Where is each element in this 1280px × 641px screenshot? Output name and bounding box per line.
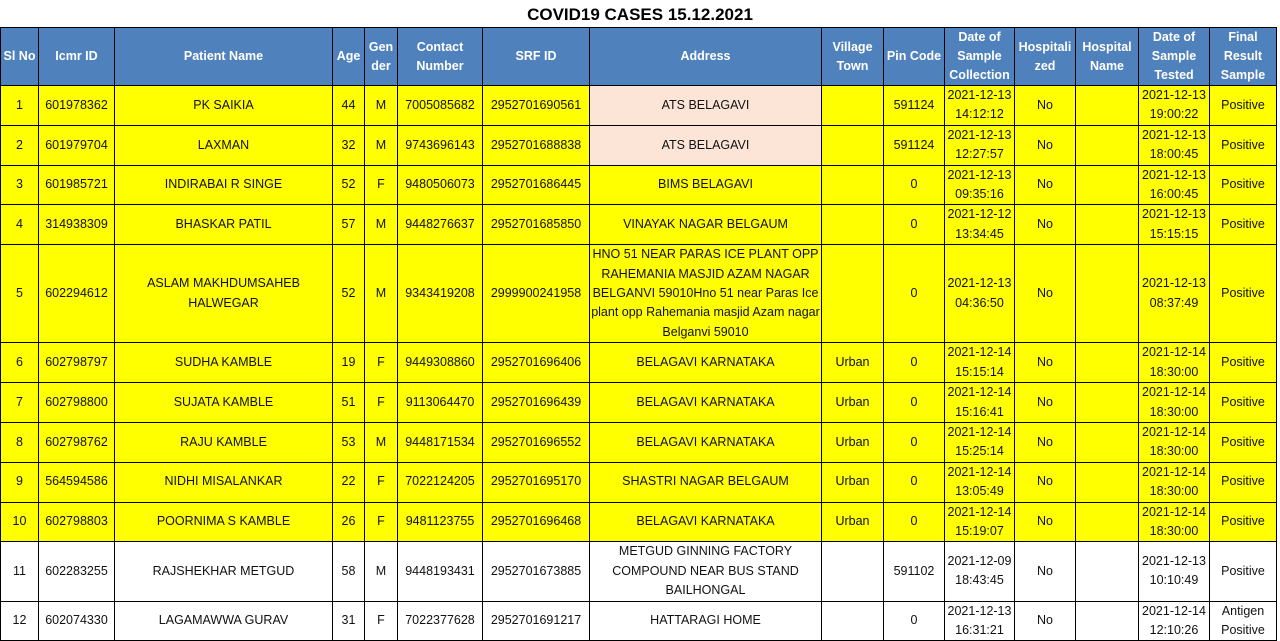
cell-address: METGUD GINNING FACTORY COMPOUND NEAR BUS STAND BAILHONGAL [590, 542, 822, 601]
cell-date-collected: 2021-12-09 18:43:45 [945, 542, 1015, 601]
cell-age: 19 [333, 343, 365, 383]
cell-date-collected: 2021-12-14 15:15:14 [945, 343, 1015, 383]
cell-date-tested: 2021-12-14 18:30:00 [1139, 343, 1210, 383]
cell-icmr-id: 601978362 [39, 86, 115, 126]
cell-village [822, 205, 884, 245]
cell-hospitalized: No [1015, 125, 1076, 165]
cell-age: 51 [333, 383, 365, 423]
cell-date-tested: 2021-12-14 18:30:00 [1139, 383, 1210, 423]
cell-date-tested: 2021-12-14 12:10:26 [1139, 601, 1210, 641]
table-row [1, 601, 1277, 641]
cell-date-tested: 2021-12-13 08:37:49 [1139, 245, 1210, 343]
cell-pin: 0 [884, 165, 945, 205]
cell-gender: M [365, 205, 398, 245]
cell-sl-no: 10 [1, 502, 39, 542]
cell-result: Antigen Positive [1210, 601, 1277, 641]
cell-patient-name: NIDHI MISALANKAR [115, 462, 333, 502]
cell-hospitalized: No [1015, 422, 1076, 462]
cell-srf-id: 2952701690561 [483, 86, 590, 126]
cell-result: Positive [1210, 343, 1277, 383]
cell-date-tested: 2021-12-13 19:00:22 [1139, 86, 1210, 126]
cell-patient-name: LAGAMAWWA GURAV [115, 601, 333, 641]
cell-date-collected: 2021-12-13 16:31:21 [945, 601, 1015, 641]
cell-srf-id: 2952701688838 [483, 125, 590, 165]
cell-address: VINAYAK NAGAR BELGAUM [590, 205, 822, 245]
cell-pin: 0 [884, 601, 945, 641]
cell-icmr-id: 602798797 [39, 343, 115, 383]
cell-sl-no: 1 [1, 86, 39, 126]
table-row [1, 245, 1277, 343]
covid-cases-table [0, 27, 1277, 641]
cell-srf-id: 2952701696439 [483, 383, 590, 423]
cell-village [822, 601, 884, 641]
cell-address: BELAGAVI KARNATAKA [590, 422, 822, 462]
cell-sl-no: 11 [1, 542, 39, 601]
cell-date-tested: 2021-12-13 10:10:49 [1139, 542, 1210, 601]
cell-patient-name: RAJSHEKHAR METGUD [115, 542, 333, 601]
cell-result: Positive [1210, 86, 1277, 126]
cell-date-collected: 2021-12-14 15:19:07 [945, 502, 1015, 542]
cell-hospital-name [1076, 502, 1139, 542]
cell-hospitalized: No [1015, 542, 1076, 601]
cell-gender: F [365, 462, 398, 502]
cell-age: 22 [333, 462, 365, 502]
col-header-age: Age [333, 28, 365, 86]
cell-pin: 0 [884, 343, 945, 383]
cell-pin: 0 [884, 502, 945, 542]
cell-date-collected: 2021-12-14 13:05:49 [945, 462, 1015, 502]
col-header-patient-name: Patient Name [115, 28, 333, 86]
cell-village [822, 86, 884, 126]
cell-gender: F [365, 502, 398, 542]
cell-icmr-id: 602074330 [39, 601, 115, 641]
cell-date-collected: 2021-12-12 13:34:45 [945, 205, 1015, 245]
table-row [1, 422, 1277, 462]
cell-gender: F [365, 383, 398, 423]
cell-gender: F [365, 601, 398, 641]
cell-hospitalized: No [1015, 343, 1076, 383]
cell-date-collected: 2021-12-13 12:27:57 [945, 125, 1015, 165]
cell-age: 44 [333, 86, 365, 126]
table-row [1, 502, 1277, 542]
cell-address: BELAGAVI KARNATAKA [590, 383, 822, 423]
cell-gender: M [365, 542, 398, 601]
cell-patient-name: SUJATA KAMBLE [115, 383, 333, 423]
col-header-sl-no: Sl No [1, 28, 39, 86]
cell-hospitalized: No [1015, 462, 1076, 502]
cell-pin: 591124 [884, 86, 945, 126]
col-header-icmr-id: Icmr ID [39, 28, 115, 86]
cell-contact: 7005085682 [398, 86, 483, 126]
cell-gender: F [365, 165, 398, 205]
sheet-title: COVID19 CASES 15.12.2021 [527, 5, 753, 24]
cell-result: Positive [1210, 125, 1277, 165]
cell-hospital-name [1076, 383, 1139, 423]
cell-icmr-id: 602798803 [39, 502, 115, 542]
cell-contact: 7022124205 [398, 462, 483, 502]
cell-hospital-name [1076, 462, 1139, 502]
cell-sl-no: 4 [1, 205, 39, 245]
cell-hospitalized: No [1015, 86, 1076, 126]
cell-address: ATS BELAGAVI [590, 125, 822, 165]
cell-village: Urban [822, 343, 884, 383]
cell-srf-id: 2952701686445 [483, 165, 590, 205]
cell-result: Positive [1210, 462, 1277, 502]
cell-date-tested: 2021-12-13 15:15:15 [1139, 205, 1210, 245]
cell-srf-id: 2952701691217 [483, 601, 590, 641]
cell-age: 32 [333, 125, 365, 165]
cell-hospital-name [1076, 343, 1139, 383]
col-header-village-town: Village Town [822, 28, 884, 86]
cell-village: Urban [822, 502, 884, 542]
cell-hospital-name [1076, 601, 1139, 641]
cell-sl-no: 7 [1, 383, 39, 423]
cell-contact: 7022377628 [398, 601, 483, 641]
cell-date-collected: 2021-12-14 15:25:14 [945, 422, 1015, 462]
col-header-date-tested: Date of Sample Tested [1139, 28, 1210, 86]
cell-pin: 0 [884, 383, 945, 423]
cell-address: BELAGAVI KARNATAKA [590, 502, 822, 542]
cell-date-tested: 2021-12-14 18:30:00 [1139, 422, 1210, 462]
cell-date-tested: 2021-12-14 18:30:00 [1139, 462, 1210, 502]
cell-contact: 9481123755 [398, 502, 483, 542]
cell-contact: 9743696143 [398, 125, 483, 165]
cell-hospitalized: No [1015, 601, 1076, 641]
table-row [1, 383, 1277, 423]
cell-result: Positive [1210, 502, 1277, 542]
cell-patient-name: SUDHA KAMBLE [115, 343, 333, 383]
cell-patient-name: LAXMAN [115, 125, 333, 165]
cell-date-collected: 2021-12-13 14:12:12 [945, 86, 1015, 126]
cell-gender: M [365, 125, 398, 165]
cell-pin: 0 [884, 245, 945, 343]
col-header-hospital-name: Hospital Name [1076, 28, 1139, 86]
col-header-gender: Gen der [365, 28, 398, 86]
table-row [1, 542, 1277, 601]
cell-age: 53 [333, 422, 365, 462]
cell-address: BELAGAVI KARNATAKA [590, 343, 822, 383]
cell-contact: 9448276637 [398, 205, 483, 245]
cell-contact: 9448193431 [398, 542, 483, 601]
cell-hospitalized: No [1015, 245, 1076, 343]
cell-srf-id: 2952701696406 [483, 343, 590, 383]
col-header-hospitalized: Hospitali zed [1015, 28, 1076, 86]
cell-hospital-name [1076, 86, 1139, 126]
cell-pin: 0 [884, 462, 945, 502]
cell-result: Positive [1210, 542, 1277, 601]
cell-village [822, 245, 884, 343]
col-header-final-result: Final Result Sample [1210, 28, 1277, 86]
cell-hospitalized: No [1015, 165, 1076, 205]
cell-sl-no: 2 [1, 125, 39, 165]
cell-age: 58 [333, 542, 365, 601]
cell-address: HNO 51 NEAR PARAS ICE PLANT OPP RAHEMANIA MASJID AZAM NAGAR BELGANVI 59010Hno 51 near Paras Ice plant opp Rahemania masjid Azam nagar Belganvi 59010 [590, 245, 822, 343]
cell-hospital-name [1076, 205, 1139, 245]
cell-date-collected: 2021-12-13 04:36:50 [945, 245, 1015, 343]
cell-village [822, 125, 884, 165]
cell-srf-id: 2999900241958 [483, 245, 590, 343]
cell-contact: 9113064470 [398, 383, 483, 423]
cell-pin: 0 [884, 205, 945, 245]
cell-icmr-id: 314938309 [39, 205, 115, 245]
cell-hospital-name [1076, 422, 1139, 462]
cell-sl-no: 5 [1, 245, 39, 343]
cell-date-tested: 2021-12-13 18:00:45 [1139, 125, 1210, 165]
cell-icmr-id: 602798762 [39, 422, 115, 462]
cell-address: BIMS BELAGAVI [590, 165, 822, 205]
cell-sl-no: 9 [1, 462, 39, 502]
col-header-contact-number: Contact Number [398, 28, 483, 86]
cell-icmr-id: 601985721 [39, 165, 115, 205]
cell-address: HATTARAGI HOME [590, 601, 822, 641]
cell-icmr-id: 602798800 [39, 383, 115, 423]
cell-srf-id: 2952701685850 [483, 205, 590, 245]
col-header-address: Address [590, 28, 822, 86]
table-row [1, 165, 1277, 205]
cell-hospital-name [1076, 542, 1139, 601]
cell-contact: 9449308860 [398, 343, 483, 383]
cell-pin: 591102 [884, 542, 945, 601]
cell-hospitalized: No [1015, 383, 1076, 423]
cell-sl-no: 8 [1, 422, 39, 462]
cell-date-tested: 2021-12-14 18:30:00 [1139, 502, 1210, 542]
cell-date-collected: 2021-12-13 09:35:16 [945, 165, 1015, 205]
cell-village [822, 542, 884, 601]
cell-icmr-id: 564594586 [39, 462, 115, 502]
cell-sl-no: 3 [1, 165, 39, 205]
col-header-date-collection: Date of Sample Collection [945, 28, 1015, 86]
header-row [1, 28, 1277, 86]
cell-hospitalized: No [1015, 502, 1076, 542]
cell-result: Positive [1210, 205, 1277, 245]
cell-village [822, 165, 884, 205]
col-header-srf-id: SRF ID [483, 28, 590, 86]
cell-srf-id: 2952701696468 [483, 502, 590, 542]
cell-date-collected: 2021-12-14 15:16:41 [945, 383, 1015, 423]
cell-age: 52 [333, 245, 365, 343]
cell-contact: 9343419208 [398, 245, 483, 343]
cell-age: 26 [333, 502, 365, 542]
cell-gender: M [365, 422, 398, 462]
table-row [1, 462, 1277, 502]
cell-village: Urban [822, 422, 884, 462]
cell-patient-name: RAJU KAMBLE [115, 422, 333, 462]
cell-result: Positive [1210, 422, 1277, 462]
cell-village: Urban [822, 462, 884, 502]
cell-address: SHASTRI NAGAR BELGAUM [590, 462, 822, 502]
cell-age: 52 [333, 165, 365, 205]
cell-gender: M [365, 86, 398, 126]
cell-sl-no: 12 [1, 601, 39, 641]
cell-age: 31 [333, 601, 365, 641]
cell-address: ATS BELAGAVI [590, 86, 822, 126]
table-row [1, 86, 1277, 126]
col-header-pin-code: Pin Code [884, 28, 945, 86]
cell-srf-id: 2952701673885 [483, 542, 590, 601]
cell-contact: 9448171534 [398, 422, 483, 462]
cell-srf-id: 2952701696552 [483, 422, 590, 462]
cell-gender: F [365, 343, 398, 383]
cell-village: Urban [822, 383, 884, 423]
cell-hospital-name [1076, 245, 1139, 343]
cell-gender: M [365, 245, 398, 343]
cell-hospital-name [1076, 125, 1139, 165]
cell-hospitalized: No [1015, 205, 1076, 245]
cell-contact: 9480506073 [398, 165, 483, 205]
table-row [1, 125, 1277, 165]
cell-patient-name: POORNIMA S KAMBLE [115, 502, 333, 542]
cell-patient-name: ASLAM MAKHDUMSAHEB HALWEGAR [115, 245, 333, 343]
cell-icmr-id: 602294612 [39, 245, 115, 343]
cell-age: 57 [333, 205, 365, 245]
cell-result: Positive [1210, 165, 1277, 205]
cell-hospital-name [1076, 165, 1139, 205]
cell-srf-id: 2952701695170 [483, 462, 590, 502]
cell-patient-name: INDIRABAI R SINGE [115, 165, 333, 205]
table-row [1, 205, 1277, 245]
cell-pin: 591124 [884, 125, 945, 165]
cell-result: Positive [1210, 245, 1277, 343]
cell-patient-name: PK SAIKIA [115, 86, 333, 126]
cell-icmr-id: 602283255 [39, 542, 115, 601]
cell-pin: 0 [884, 422, 945, 462]
table-row [1, 343, 1277, 383]
cell-patient-name: BHASKAR PATIL [115, 205, 333, 245]
cell-date-tested: 2021-12-13 16:00:45 [1139, 165, 1210, 205]
cell-sl-no: 6 [1, 343, 39, 383]
cell-icmr-id: 601979704 [39, 125, 115, 165]
cell-result: Positive [1210, 383, 1277, 423]
